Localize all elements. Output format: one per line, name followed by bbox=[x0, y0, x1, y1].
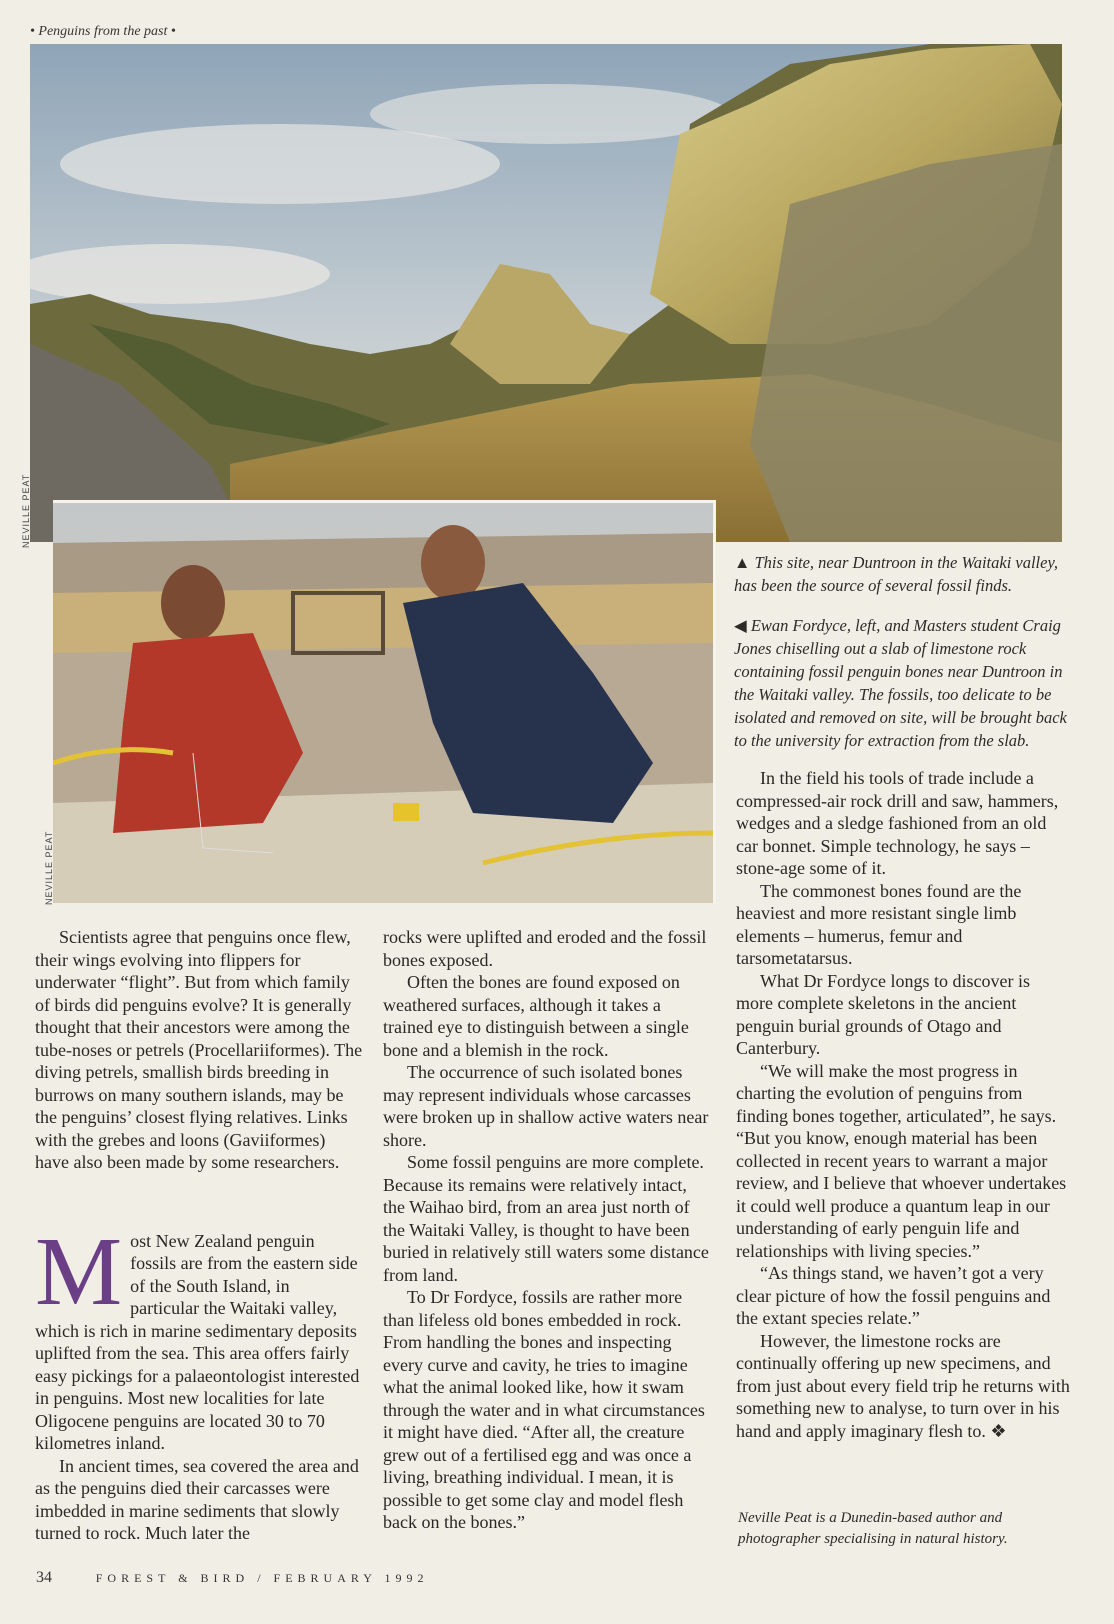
fieldwork-photo bbox=[53, 500, 716, 903]
photo-credit-inset: NEVILLE PEAT bbox=[44, 830, 54, 905]
column-1 bbox=[35, 926, 363, 1545]
paragraph: M ost New Zealand penguin fossils are from the eastern side of the South Island, in particular the Waitaki valley, which is rich in marine sedimentary deposits uplifted from the sea. This area offers fairly easy pickings for a palaeontologist interested in penguins. Most new localities for late Oligocene penguins are located 30 to 70 kilometres inland. bbox=[35, 1217, 360, 1453]
running-title: • Penguins from the past • bbox=[30, 24, 176, 39]
paragraph: To Dr Fordyce, fossils are rather more than lifeless old bones embedded in rock. From handling the bones and inspecting every curve and cavity, he tries to imagine what the animal looked like, how it swam through the water and in what circumstances it might have died. “After all, the creature grew out of a fertilised egg and was once a living, breathing individual. I mean, it is possible to get some clay and model flesh back on the bones.” bbox=[383, 1287, 705, 1532]
paragraph: The commonest bones found are the heaviest and more resistant single limb elements – humerus, femur and tarsometatarsus. bbox=[736, 880, 1022, 968]
magazine-issue: FOREST & BIRD / FEBRUARY 1992 bbox=[95, 1571, 429, 1585]
paragraph: The occurrence of such isolated bones may represent individuals whose carcasses were broken up in shallow active waters near shore. bbox=[383, 1062, 709, 1150]
paragraph: In the field his tools of trade include a compressed-air rock drill and saw, hammers, wedges and a sledge fashioned from an old car bonnet. Simple technology, he says – stone-age some of it. bbox=[736, 768, 1059, 878]
paragraph: Scientists agree that penguins once flew, their wings evolving into flippers for underwater “flight”. But from which family of birds did penguins evolve? It is generally thought that their ancestors were among the tube-noses or petrels (Procellariiformes). The diving petrels, smallish birds breeding in burrows on many southern islands, may be the penguins’ closest flying relatives. Links with the grebes and loons (Gaviiformes) have also been made by some researchers. bbox=[35, 927, 363, 1172]
caption-inset: ◀ Ewan Fordyce, left, and Masters student Craig Jones chiselling out a slab of limestone rock containing fossil penguin bones near Duntroon in the Waitaki valley. The fossils, too delicate to be isolated and removed on site, will be brought back to the university for extraction from the slab. bbox=[734, 616, 1067, 750]
drop-cap: M bbox=[35, 1217, 123, 1326]
page-footer bbox=[36, 1569, 428, 1587]
paragraph: Often the bones are found exposed on weathered surfaces, although it takes a trained eye to distinguish between a single bone and a blemish in the rock. bbox=[383, 972, 689, 1060]
column-2 bbox=[383, 926, 713, 1534]
paragraph: However, the limestone rocks are continually offering up new specimens, and from just about every field trip he returns with something new to analyse, to turn over in his hand and apply imaginary flesh to. ❖ bbox=[736, 1330, 1070, 1441]
paragraph: “We will make the most progress in charting the evolution of penguins from finding bones together, articulated”, he says. “But you know, enough material has been collected in recent years to warrant a major review, and I believe that whoever undertakes it could well produce a quantum leap in our understanding of early penguin life and relationships with living species.” bbox=[736, 1060, 1067, 1261]
author-byline: Neville Peat is a Dunedin-based author and photographer specialising in natural history. bbox=[738, 1510, 1008, 1547]
landscape-photo bbox=[30, 44, 1062, 542]
paragraph: rocks were uplifted and eroded and the fossil bones exposed. bbox=[383, 927, 707, 970]
column-3 bbox=[736, 767, 1070, 1442]
paragraph: What Dr Fordyce longs to discover is more complete skeletons in the ancient penguin burial grounds of Otago and Canterbury. bbox=[736, 970, 1030, 1058]
paragraph: Some fossil penguins are more complete. Because its remains were relatively intact, the Waihao bird, from an area just north of the Waitaki Valley, is thought to have been buried in relatively still waters some distance from land. bbox=[383, 1152, 709, 1285]
paragraph: “As things stand, we haven’t got a very clear picture of how the fossil penguins and the extant species relate.” bbox=[736, 1263, 1051, 1328]
photo-credit-top: NEVILLE PEAT bbox=[21, 473, 31, 548]
caption-top: ▲ This site, near Duntroon in the Waitaki valley, has been the source of several fossil finds. bbox=[734, 553, 1059, 595]
page-number: 34 bbox=[36, 1569, 52, 1586]
paragraph: In ancient times, sea covered the area and as the penguins died their carcasses were imbedded in marine sediments that slowly turned to rock. Much later the bbox=[35, 1455, 359, 1543]
